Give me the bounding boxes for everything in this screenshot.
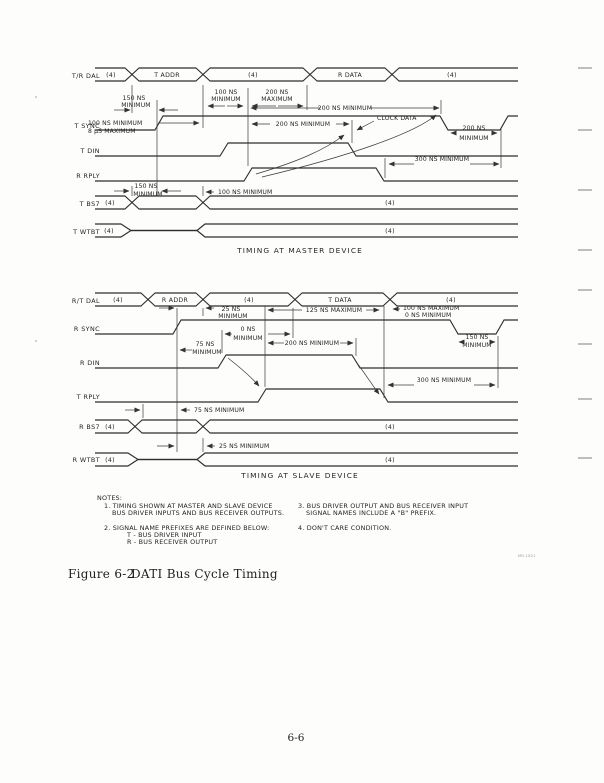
master-extension-lines xyxy=(132,85,501,196)
signal-label-tr-dal: T/R DAL xyxy=(71,72,100,80)
dal-segment-label: (4) xyxy=(113,297,123,304)
bs7-segment-label: (4) xyxy=(385,424,395,431)
dim-label: 125 NS MAXIMUM xyxy=(305,307,363,314)
note-line: 1. TIMING SHOWN AT MASTER AND SLAVE DEVICE xyxy=(104,502,273,510)
slave-timing-diagram xyxy=(72,293,518,480)
note-line: BUS DRIVER INPUTS AND BUS RECEIVER OUTPUTS. xyxy=(112,509,285,517)
dim-label: MINIMUM xyxy=(459,135,489,142)
arrow-clock-data xyxy=(357,121,374,130)
dim-label: MAXIMUM xyxy=(261,96,293,103)
dim-label: MINIMUM xyxy=(133,191,163,198)
page-number: 6-6 xyxy=(287,732,305,744)
dal-segment-label: (4) xyxy=(244,297,254,304)
dim-label: 300 NS MINIMUM xyxy=(414,156,470,163)
master-timing-diagram xyxy=(71,68,518,255)
left-margin-specks xyxy=(35,96,37,342)
signal-trace-r-sync xyxy=(95,320,518,334)
wtbt-segment-label: (4) xyxy=(385,228,395,235)
dim-label: 200 NS MINIMUM xyxy=(284,340,340,347)
wtbt-segment-label: (4) xyxy=(105,457,115,464)
signal-trace-t-din xyxy=(95,143,518,156)
figure-title: DATI Bus Cycle Timing xyxy=(131,567,278,581)
dim-label: 150 NS xyxy=(134,183,158,190)
dim-label: MINIMUM xyxy=(121,102,151,109)
signal-label-t-wtbt: T WTBT xyxy=(73,228,100,236)
dim-label: 75 NS MINIMUM xyxy=(194,407,245,414)
signal-label-r-sync: R SYNC xyxy=(73,325,100,333)
signal-label-t-bs7: T BS7 xyxy=(79,200,100,208)
dal-segment-label: R ADDR xyxy=(161,297,189,304)
signal-trace-t-rply xyxy=(95,389,518,402)
dim-label: 25 NS MINIMUM xyxy=(219,443,270,450)
dim-label: 200 NS MINIMUM xyxy=(317,105,373,112)
bus-trace-r-wtbt xyxy=(95,453,518,466)
signal-label-r-bs7: R BS7 xyxy=(79,423,100,431)
dal-segment-label: R DATA xyxy=(337,72,363,79)
signal-label-r-wtbt: R WTBT xyxy=(72,456,100,464)
arrow-din-to-rply xyxy=(228,358,259,386)
signal-label-rt-dal: R/T DAL xyxy=(71,297,100,305)
signal-trace-r-rply xyxy=(95,168,518,181)
note-line: T - BUS DRIVER INPUT xyxy=(127,531,202,539)
bs7-segment-label: (4) xyxy=(105,424,115,431)
dim-label: 150 NS xyxy=(465,334,489,341)
drawing-number: MR-1821 xyxy=(518,554,536,558)
bs7-segment-label: (4) xyxy=(105,200,115,207)
master-diagram-title: TIMING AT MASTER DEVICE xyxy=(237,246,363,255)
note-line: R - BUS RECEIVER OUTPUT xyxy=(127,538,218,546)
signal-label-t-sync: T SYNC xyxy=(74,122,100,130)
dim-label: 0 NS MINIMUM xyxy=(405,312,452,319)
note-line: 4. DON'T CARE CONDITION. xyxy=(298,524,392,532)
dim-label: 100 NS xyxy=(214,89,238,96)
dim-label: MINIMUM xyxy=(218,313,248,320)
dim-label: 100 NS MINIMUM xyxy=(218,189,273,196)
slave-diagram-title: TIMING AT SLAVE DEVICE xyxy=(241,471,359,480)
note-line: SIGNAL NAMES INCLUDE A "B" PREFIX. xyxy=(306,509,437,517)
dim-label: MINIMUM xyxy=(462,342,492,349)
clock-data-label: CLOCK DATA xyxy=(377,115,417,122)
dim-label: MINIMUM xyxy=(233,335,263,342)
dim-label: 25 NS xyxy=(221,306,241,313)
note-line: 3. BUS DRIVER OUTPUT AND BUS RECEIVER INPUT xyxy=(298,502,469,510)
dim-label: MINIMUM xyxy=(211,96,241,103)
dim-label: 0 NS xyxy=(240,326,256,333)
dal-segment-label: T DATA xyxy=(328,297,352,304)
dim-label: 100 NS MAXIMUM xyxy=(403,305,460,312)
figure-label: Figure 6-2 xyxy=(68,567,135,581)
signal-trace-r-din xyxy=(95,355,518,368)
signal-label-t-din: T DIN xyxy=(80,147,100,155)
wtbt-segment-label: (4) xyxy=(385,457,395,464)
notes-block xyxy=(97,494,536,558)
dim-label: 200 NS MINIMUM xyxy=(275,121,331,128)
signal-label-r-din: R DIN xyxy=(79,359,100,367)
dal-segment-label: (4) xyxy=(447,72,457,79)
signal-label-r-rply: R RPLY xyxy=(76,172,100,180)
signal-label-t-rply: T RPLY xyxy=(76,393,100,401)
bus-trace-t-wtbt xyxy=(95,224,518,237)
dim-label: 100 NS MINIMUM xyxy=(88,120,143,127)
dim-label: 200 NS xyxy=(462,125,486,132)
note-line: 2. SIGNAL NAME PREFIXES ARE DEFINED BELOW: xyxy=(104,524,270,532)
bs7-segment-label: (4) xyxy=(385,200,395,207)
dim-label: 200 NS xyxy=(265,89,289,96)
dal-segment-label: (4) xyxy=(106,72,116,79)
wtbt-segment-label: (4) xyxy=(104,228,114,235)
notes-heading: NOTES: xyxy=(97,494,123,502)
bus-trace-r-bs7 xyxy=(95,420,518,433)
dim-label: 150 NS xyxy=(122,95,146,102)
dal-segment-label: T ADDR xyxy=(154,72,180,79)
dim-label: 300 NS MINIMUM xyxy=(416,377,472,384)
right-edge-marks xyxy=(578,68,592,458)
dim-label: 8 μS MAXIMUM xyxy=(88,128,136,135)
dim-label: 75 NS xyxy=(195,341,215,348)
dal-segment-label: (4) xyxy=(446,297,456,304)
dim-label: MINIMUM xyxy=(192,349,222,356)
dal-segment-label: (4) xyxy=(248,72,258,79)
